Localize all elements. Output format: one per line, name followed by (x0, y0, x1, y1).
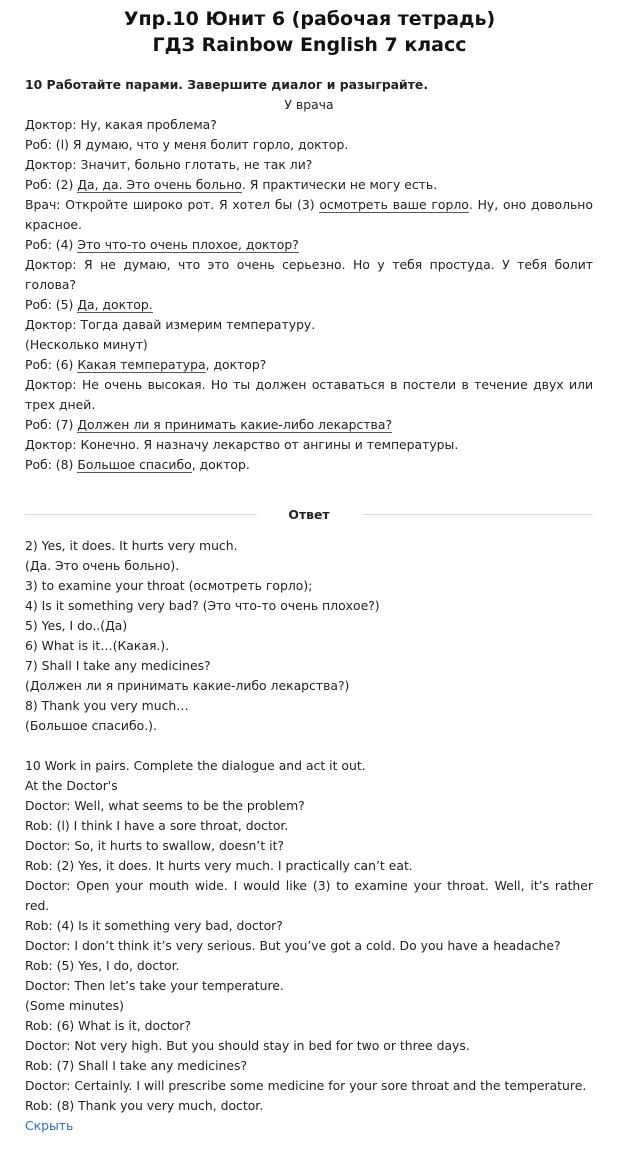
line-text: . Ну, оно довольно красное. (25, 197, 593, 232)
dialogue-line (25, 295, 593, 315)
line-text: Роб: (7) (25, 417, 78, 432)
line-text: Роб: (6) (25, 357, 78, 372)
dialogue-line: Доктор: Значит, больно глотать, не так ли? (25, 157, 313, 172)
answer-line: (Большое спасибо.). (25, 718, 157, 733)
answer-fill: Да, доктор. (77, 297, 153, 312)
dialogue-line: Doctor: Open your mouth wide. I would like (3) to examine your throat. Well, it’s rather red. (25, 878, 593, 913)
task-block (25, 75, 593, 475)
dialogue-line (25, 175, 593, 195)
hide-link[interactable]: Скрыть (25, 1118, 74, 1133)
task-subtitle: У врача (284, 97, 334, 112)
answer-line: 2) Yes, it does. It hurts very much. (25, 538, 238, 553)
dialogue-line: (Some minutes) (25, 998, 124, 1013)
dialogue-line: Доктор: Ну, какая проблема? (25, 117, 217, 132)
answer-line: 6) What is it…(Какая.). (25, 638, 170, 653)
dialogue-line (25, 195, 593, 235)
dialogue-line: Доктор: Я не думаю, что это очень серьезно. Но у тебя простуда. У тебя болит голова? (25, 257, 593, 292)
dialogue-line: Доктор: Не очень высокая. Но ты должен оставаться в постели в течение двух или трех дней. (25, 377, 593, 412)
answer-divider (25, 504, 593, 526)
answer-label: Ответ (288, 507, 330, 522)
page-title (0, 6, 619, 58)
dialogue-line (25, 235, 593, 255)
line-text: , доктор. (191, 457, 250, 472)
dialogue-line (25, 355, 593, 375)
line-text: Роб: (8) (25, 457, 78, 472)
dialogue-line: (Несколько минут) (25, 337, 148, 352)
answer-line: 7) Shall I take any medicines? (25, 658, 211, 673)
english-subtitle: At the Doctor's (25, 778, 118, 793)
answer-line: 5) Yes, I do..(Да) (25, 618, 128, 633)
title-line-1: Упр.10 Юнит 6 (рабочая тетрадь) (123, 8, 496, 30)
dialogue-line (25, 455, 593, 475)
answer-fill: Какая температура (77, 357, 206, 372)
dialogue-line: Doctor: So, it hurts to swallow, doesn’t it? (25, 838, 285, 853)
dialogue-line: Rob: (4) Is it something very bad, doctor? (25, 918, 283, 933)
title-line-2: ГДЗ Rainbow English 7 класс (152, 34, 467, 56)
answer-line: 3) to examine your throat (осмотреть горло); (25, 578, 313, 593)
answer-fill: Да, да. Это очень больно (77, 177, 242, 192)
answer-fill: Это что-то очень плохое, доктор? (77, 237, 299, 252)
english-heading: 10 Work in pairs. Complete the dialogue and act it out. (25, 758, 366, 773)
dialogue-line: Доктор: Конечно. Я назначу лекарство от ангины и температуры. (25, 437, 459, 452)
line-text: . Я практически не могу есть. (241, 177, 438, 192)
dialogue-line: Doctor: Certainly. I will prescribe some medicine for your sore throat and the temperature. (25, 1078, 587, 1093)
dialogue-line: Doctor: Not very high. But you should stay in bed for two or three days. (25, 1038, 470, 1053)
answer-fill: Должен ли я принимать какие-либо лекарства? (77, 417, 393, 432)
answer-line: (Да. Это очень больно). (25, 558, 180, 573)
english-block (25, 756, 593, 1136)
dialogue-line (25, 415, 593, 435)
line-text: Роб: (5) (25, 297, 78, 312)
answer-line: (Должен ли я принимать какие-либо лекарства?) (25, 678, 350, 693)
answer-line: 4) Is it something very bad? (Это что-то очень плохое?) (25, 598, 380, 613)
answer-fill: Большое спасибо (77, 457, 192, 472)
dialogue-line: Rob: (2) Yes, it does. It hurts very much. I practically can’t eat. (25, 858, 413, 873)
answer-block (25, 536, 593, 736)
dialogue-line: Doctor: Then let’s take your temperature. (25, 978, 284, 993)
line-text: Врач: Откройте широко рот. Я хотел бы (3) (25, 197, 320, 212)
dialogue-line: Rob: (7) Shall I take any medicines? (25, 1058, 248, 1073)
dialogue-line: Rob: (l) I think I have a sore throat, doctor. (25, 818, 289, 833)
dialogue-line: Doctor: I don’t think it’s very serious. But you’ve got a cold. Do you have a headache? (25, 938, 561, 953)
task-heading: 10 Работайте парами. Завершите диалог и разыграйте. (25, 77, 429, 92)
line-text: , доктор? (205, 357, 267, 372)
line-text: Роб: (4) (25, 237, 78, 252)
dialogue-line: Доктор: Тогда давай измерим температуру. (25, 317, 316, 332)
dialogue-line: Doctor: Well, what seems to be the problem? (25, 798, 305, 813)
answer-fill: осмотреть ваше горло (319, 197, 469, 212)
line-text: Роб: (2) (25, 177, 78, 192)
dialogue-line: Rob: (8) Thank you very much, doctor. (25, 1098, 264, 1113)
answer-line: 8) Thank you very much… (25, 698, 189, 713)
dialogue-line: Rob: (6) What is it, doctor? (25, 1018, 191, 1033)
dialogue-line: Роб: (l) Я думаю, что у меня болит горло, доктор. (25, 137, 349, 152)
dialogue-line: Rob: (5) Yes, I do, doctor. (25, 958, 180, 973)
